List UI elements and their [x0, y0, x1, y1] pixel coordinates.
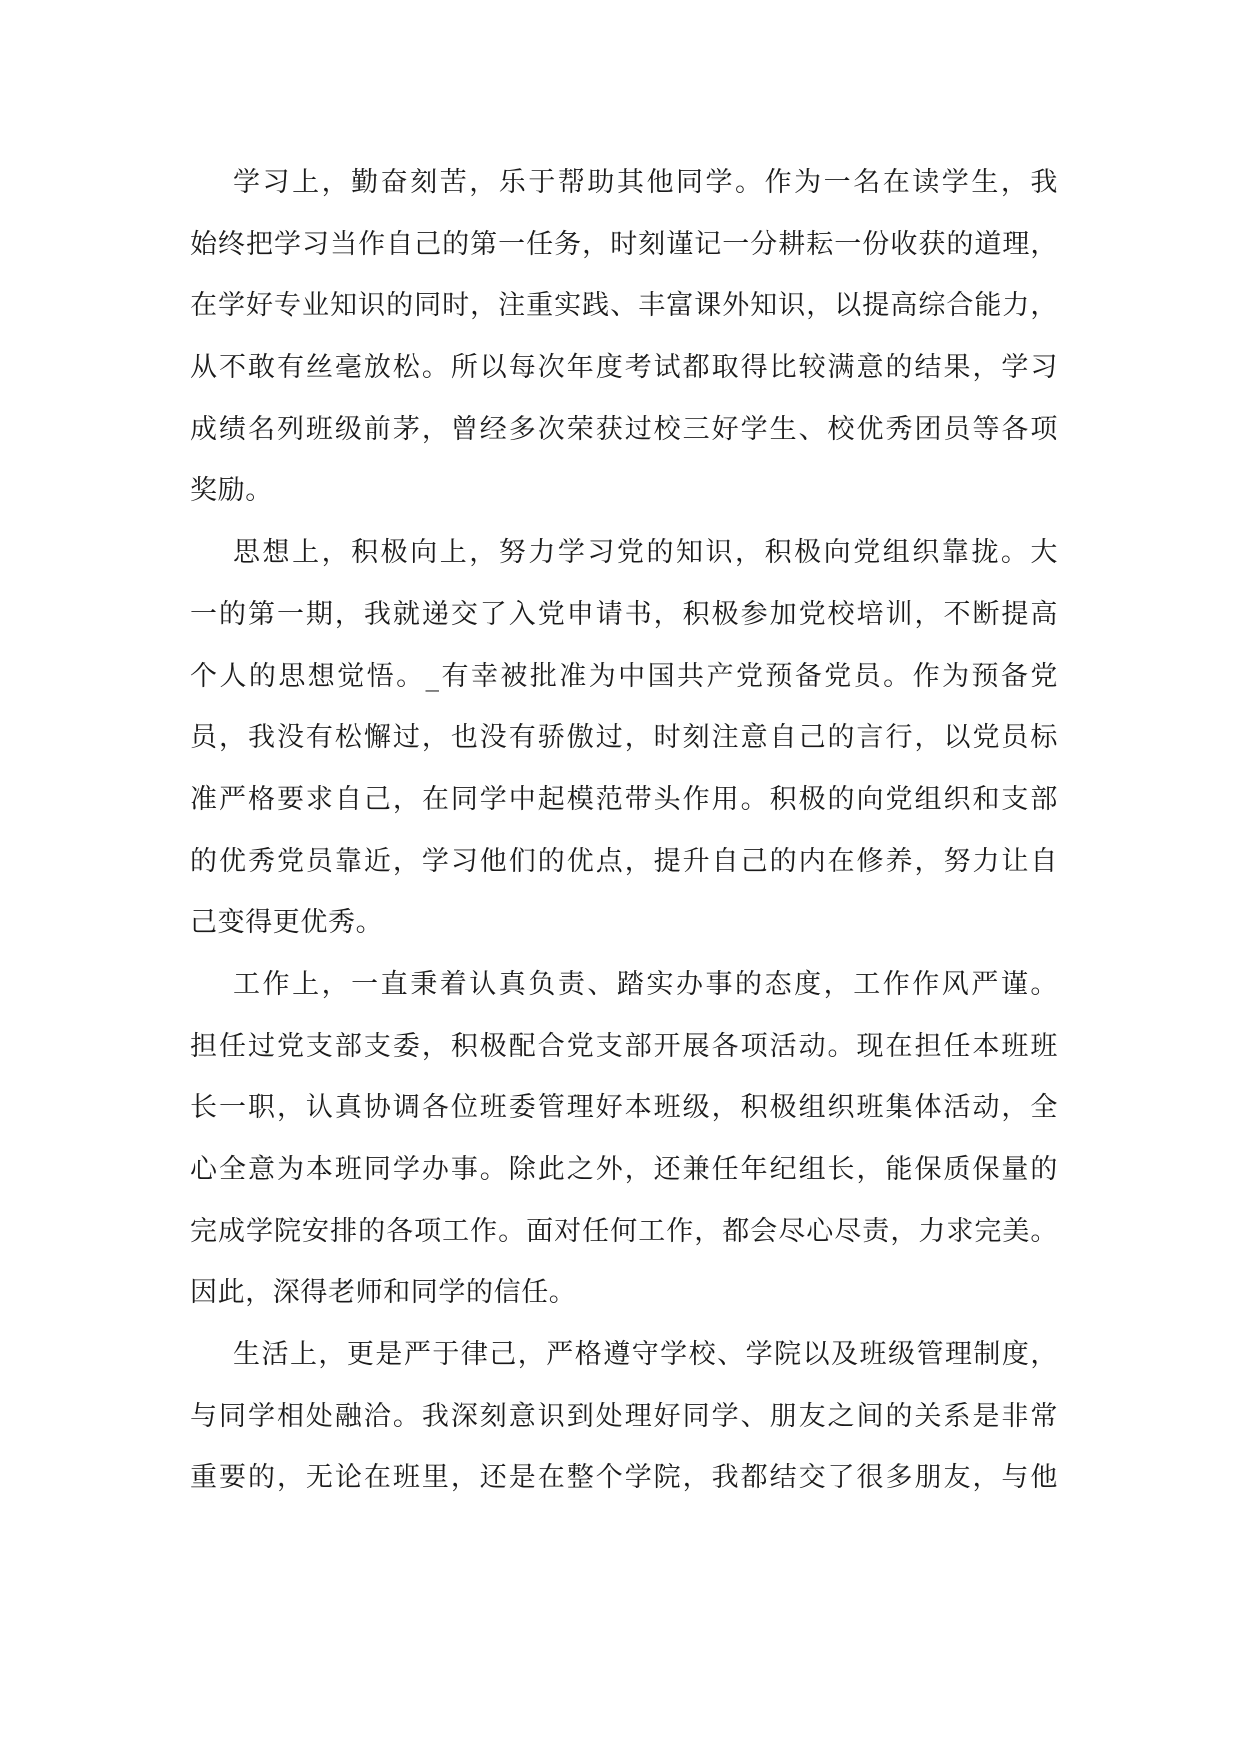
text-line: 己变得更优秀。: [190, 907, 384, 939]
text-line: 长一职，认真协调各位班委管理好本班级，积极组织班集体活动，全: [190, 1092, 1058, 1124]
text-line: 心全意为本班同学办事。除此之外，还兼任年纪组长，能保质保量的: [190, 1154, 1058, 1185]
paragraph-study: [190, 152, 1058, 522]
text-line: 一的第一期，我就递交了入党申请书，积极参加党校培训，不断提高: [190, 598, 1058, 630]
text-line: 重要的，无论在班里，还是在整个学院，我都结交了很多朋友，与他: [190, 1462, 1058, 1494]
text-line: 的优秀党员靠近，学习他们的优点，提升自己的内在修养，努力让自: [190, 845, 1058, 877]
document-body: [190, 152, 1058, 1509]
text-line: 从不敢有丝毫放松。所以每次年度考试都取得比较满意的结果，学习: [190, 352, 1058, 384]
text-line: 成绩名列班级前茅，曾经多次荣获过校三好学生、校优秀团员等各项: [190, 413, 1058, 445]
text-line: 因此，深得老师和同学的信任。: [190, 1277, 577, 1309]
text-line: 与同学相处融洽。我深刻意识到处理好同学、朋友之间的关系是非常: [190, 1400, 1058, 1432]
text-line: 个人的思想觉悟。_有幸被批准为中国共产党预备党员。作为预备党: [190, 660, 1058, 692]
paragraph-work: [190, 954, 1058, 1324]
text-line: 始终把学习当作自己的第一任务，时刻谨记一分耕耘一份收获的道理，: [190, 228, 1058, 260]
paragraph-thought: [190, 522, 1058, 954]
text-line: 准严格要求自己，在同学中起模范带头作用。积极的向党组织和支部: [190, 783, 1058, 815]
text-line: 生活上，更是严于律己，严格遵守学校、学院以及班级管理制度，: [233, 1339, 1058, 1371]
paragraph-life: [190, 1324, 1058, 1509]
text-line: 奖励。: [190, 475, 273, 507]
text-line: 工作上，一直秉着认真负责、踏实办事的态度，工作作风严谨。: [233, 968, 1058, 1000]
text-line: 完成学院安排的各项工作。面对任何工作，都会尽心尽责，力求完美。: [190, 1215, 1058, 1247]
text-line: 学习上，勤奋刻苦，乐于帮助其他同学。作为一名在读学生，我: [233, 167, 1058, 198]
text-line: 担任过党支部支委，积极配合党支部开展各项活动。现在担任本班班: [190, 1030, 1058, 1062]
text-line: 员，我没有松懈过，也没有骄傲过，时刻注意自己的言行，以党员标: [190, 722, 1058, 754]
text-line: 思想上，积极向上，努力学习党的知识，积极向党组织靠拢。大: [233, 537, 1058, 569]
text-line: 在学好专业知识的同时，注重实践、丰富课外知识，以提高综合能力，: [190, 290, 1058, 322]
